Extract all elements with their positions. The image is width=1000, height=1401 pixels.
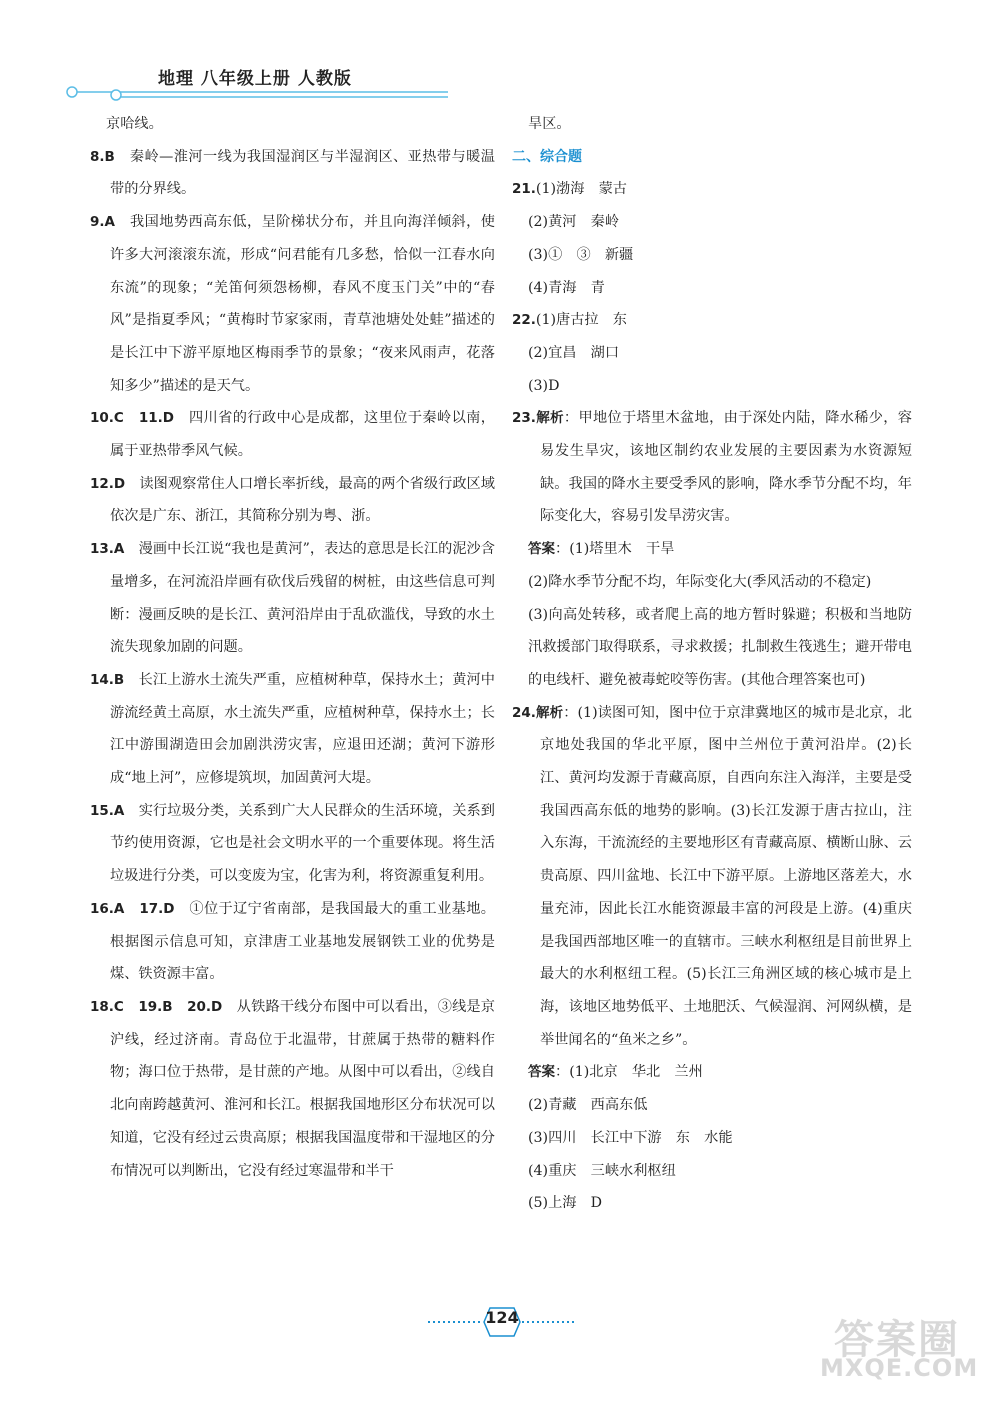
left-column [90, 108, 495, 1187]
explanation: 读图观察常住人口增长率折线，最高的两个省级行政区域依次是广东、浙江，其简称分别为粤、浙。 [110, 475, 495, 525]
question-number: 23. [512, 410, 536, 427]
question-number: 15.A [90, 802, 125, 819]
sub-answer: (1)唐古拉 东 [535, 312, 627, 329]
sub-answer: (3)四川 长江中下游 东 水能 [528, 1129, 733, 1146]
question-number: 11.D [138, 410, 174, 427]
sub-answer: ：(1)塔里木 干旱 [555, 541, 675, 558]
explanation: 漫画中长江说“我也是黄河”，表达的意思是长江的泥沙含量增多，在河流沿岸画有砍伐后残留的树桩，由这些信息可判断：漫画反映的是长江、黄河沿岸由于乱砍滥伐，导致的水土流失现象加剧的问题。 [110, 541, 495, 656]
answer-24-key [512, 1056, 912, 1089]
answer-22 [512, 304, 912, 337]
question-number: 12.D [90, 475, 126, 492]
sub-answer: (3)D [528, 377, 560, 394]
explanation: ：甲地位于塔里木盆地，由于深处内陆，降水稀少，容易发生旱灾，该地区制约农业发展的主要因素为水资源短缺。我国的降水主要受季风的影响，降水季节分配不均，年际变化大，容易引发旱涝灾害。 [540, 410, 912, 525]
watermark-url: MXQE.COM [820, 1354, 979, 1382]
answer-16-17 [90, 893, 495, 991]
question-number: 22. [512, 312, 536, 329]
answer-23-analysis [512, 402, 912, 533]
sub-answer: (2)降水季节分配不均，年际变化大(季风活动的不稳定) [528, 573, 872, 590]
sub-answer: (1)渤海 蒙古 [535, 181, 627, 198]
question-number: 24. [512, 704, 536, 721]
answer-23-key [512, 533, 912, 566]
continuation-text: 京哈线。 [106, 116, 163, 132]
sub-answer: (3)① ③ 新疆 [528, 246, 634, 263]
question-number: 19.B [138, 998, 173, 1015]
answer-15 [90, 795, 495, 893]
question-number: 16.A [90, 900, 125, 917]
question-number: 13.A [90, 541, 125, 558]
question-number: 8.B [90, 148, 115, 165]
explanation: ①位于辽宁省南部，是我国最大的重工业基地。根据图示信息可知，京津唐工业基地发展钢铁工业的优势是煤、铁资源丰富。 [110, 900, 495, 983]
question-number: 18.C [90, 998, 124, 1015]
sub-answer: (2)黄河 秦岭 [528, 214, 620, 231]
section-heading: 二、综合题 [512, 148, 582, 165]
answer-9 [90, 206, 495, 402]
explanation: 长江上游水土流失严重，应植树种草，保持水土；黄河中游流经黄土高原，水土流失严重，应植树种草，保持水土；长江中游围湖造田会加剧洪涝灾害，应退田还湖；黄河下游形成“地上河”，应修堤筑坝，加固黄河大堤。 [110, 671, 495, 787]
explanation: 从铁路干线分布图中可以看出，③线是京沪线，经过济南。青岛位于北温带，甘蔗属于热带的糖料作物；海口位于热带，是甘蔗的产地。从图中可以看出，②线自北向南跨越黄河、淮河和长江。根据我国地形区分布状况可以知道，它没有经过云贵高原；根据我国温度带和干湿地区的分布情况可以判断出，它没有经过寒温带和半干 [110, 998, 495, 1179]
sub-answer: ：(1)北京 华北 兰州 [555, 1064, 703, 1081]
answer-13 [90, 533, 495, 664]
watermark-text: 答案圈 [834, 1317, 960, 1363]
answer-12 [90, 468, 495, 533]
answer-10-11 [90, 402, 495, 467]
question-number: 20.D [187, 998, 223, 1015]
right-column [512, 108, 912, 1220]
answer-21 [512, 173, 912, 206]
answer-label: 答案 [528, 1064, 555, 1081]
explanation: 我国地势西高东低，呈阶梯状分布，并且向海洋倾斜，使许多大河滚滚东流，形成“问君能有几多愁，恰似一江春水向东流”的现象；“羌笛何须怨杨柳，春风不度玉门关”中的“春风”是指夏季风；“黄梅时节家家雨，青草池塘处处蛙”描述的是长江中下游平原地区梅雨季节的景象；“夜来风雨声，花落知多少”描述的是天气。 [110, 214, 495, 394]
explanation: ：(1)读图可知，图中位于京津冀地区的城市是北京，北京地处我国的华北平原，图中兰州位于黄河沿岸。(2)长江、黄河均发源于青藏高原，自西向东注入海洋，主要是受我国西高东低的地势的影响。(3)长江发源于唐古拉山，注入东海，干流流经的主要地形区有青藏高原、横断山脉、云贵高原、四川盆地、长江中下游平原。上游地区落差大，水量充沛，因此长江水能资源最丰富的河段是上游。(4)重庆是我国西部地区唯一的直辖市。三峡水利枢纽是目前世界上最大的水利枢纽工程。(5)长江三角洲区域的核心城市是上海，该地区地势低平、土地肥沃、气候湿润、河网纵横，是举世闻名的“鱼米之乡”。 [540, 704, 912, 1048]
question-number: 17.D [139, 900, 175, 917]
explanation: 实行垃圾分类，关系到广大人民群众的生活环境，关系到节约使用资源，它也是社会文明水平的一个重要体现。将生活垃圾进行分类，可以变废为宝，化害为利，将资源重复利用。 [110, 802, 495, 885]
analysis-label: 解析 [535, 410, 564, 427]
answer-18-20 [90, 991, 495, 1187]
question-number: 14.B [90, 671, 125, 688]
sub-answer: (2)青藏 西高东低 [528, 1097, 648, 1114]
explanation: 四川省的行政中心是成都，这里位于秦岭以南，属于亚热带季风气候。 [110, 410, 495, 460]
sub-answer: (4)重庆 三峡水利枢纽 [528, 1162, 676, 1179]
watermark-logo [820, 1308, 990, 1388]
explanation: 秦岭—淮河一线为我国湿润区与半湿润区、亚热带与暖温带的分界线。 [110, 148, 495, 198]
sub-answer: (3)向高处转移，或者爬上高的地方暂时躲避；积极和当地防汛救援部门取得联系，寻求救援；扎制救生筏逃生；避开带电的电线杆、避免被毒蛇咬等伤害。(其他合理答案也可) [528, 606, 912, 688]
sub-answer: (5)上海 D [528, 1195, 603, 1212]
page-number: 124 [485, 1308, 519, 1327]
answer-label: 答案 [528, 541, 555, 558]
page-header [0, 0, 1000, 110]
sub-answer: (4)青海 青 [528, 279, 605, 296]
continuation-text: 旱区。 [528, 116, 571, 132]
answer-8 [90, 141, 495, 206]
analysis-label: 解析 [535, 704, 564, 721]
book-title: 地理 八年级上册 人教版 [158, 69, 352, 89]
sub-answer: (2)宜昌 湖口 [528, 344, 620, 361]
answer-24-analysis [512, 697, 912, 1057]
answer-14 [90, 664, 495, 795]
header-decoration [0, 0, 1000, 110]
question-number: 10.C [90, 410, 124, 427]
question-number: 9.A [90, 214, 115, 231]
question-number: 21. [512, 181, 536, 198]
